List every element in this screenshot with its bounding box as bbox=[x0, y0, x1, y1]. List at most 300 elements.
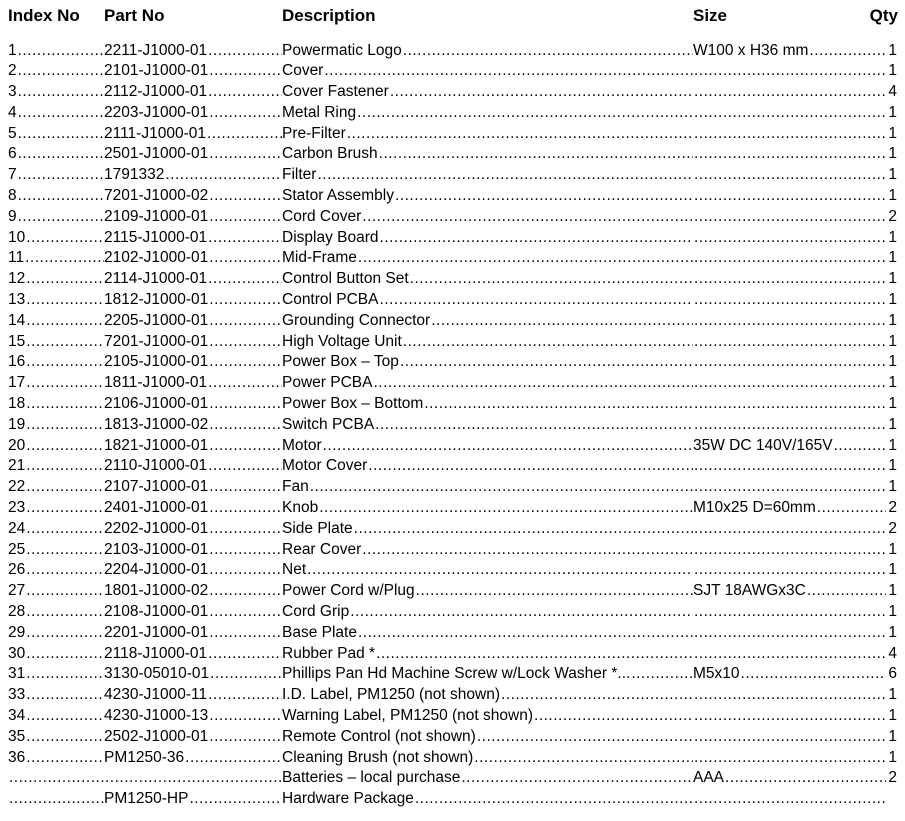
description-cell-text: Motor bbox=[282, 436, 323, 457]
index-cell bbox=[8, 165, 104, 186]
qty-cell-text: 1 bbox=[888, 602, 898, 623]
qty-cell bbox=[884, 228, 898, 249]
qty-cell bbox=[884, 477, 898, 498]
size-cell-text: 35W DC 140V/165V bbox=[693, 436, 834, 457]
dot-leader bbox=[26, 311, 104, 332]
dot-leader bbox=[694, 477, 886, 498]
qty-cell-text: 1 bbox=[888, 581, 898, 602]
part-no-cell-text: 2103-J1000-01 bbox=[104, 540, 209, 561]
qty-cell bbox=[884, 394, 898, 415]
dot-leader bbox=[694, 415, 886, 436]
index-cell-text: 35 bbox=[8, 727, 26, 748]
table-row bbox=[0, 727, 905, 748]
part-no-cell-text: 2204-J1000-01 bbox=[104, 560, 209, 581]
dot-leader bbox=[26, 269, 104, 290]
dot-leader bbox=[694, 311, 886, 332]
size-cell-text: M5x10 bbox=[693, 664, 741, 685]
part-no-cell-text: 4230-J1000-13 bbox=[104, 706, 209, 727]
dot-leader bbox=[694, 644, 886, 665]
table-row bbox=[0, 186, 905, 207]
table-row bbox=[0, 768, 905, 789]
qty-cell-text: 1 bbox=[888, 165, 898, 186]
dot-leader bbox=[347, 124, 693, 145]
header-qty: Qty bbox=[869, 6, 898, 25]
index-cell-text: 36 bbox=[8, 748, 26, 769]
part-no-cell-text: 2107-J1000-01 bbox=[104, 477, 209, 498]
part-no-cell-text: 2211-J1000-01 bbox=[104, 41, 208, 62]
dot-leader bbox=[26, 498, 104, 519]
size-cell bbox=[693, 144, 886, 165]
size-cell-text: M10x25 D=60mm bbox=[693, 498, 817, 519]
description-cell bbox=[282, 82, 693, 103]
part-no-cell-text: 1813-J1000-02 bbox=[104, 415, 209, 436]
part-no-cell-text: 2115-J1000-01 bbox=[104, 228, 208, 249]
dot-leader bbox=[694, 540, 886, 561]
qty-cell bbox=[884, 436, 898, 457]
description-cell bbox=[282, 685, 693, 706]
dot-leader bbox=[18, 103, 104, 124]
index-cell-text: 27 bbox=[8, 581, 26, 602]
size-cell-text: SJT 18AWGx3C bbox=[693, 581, 807, 602]
dot-leader bbox=[350, 602, 693, 623]
dot-leader bbox=[534, 706, 693, 727]
description-cell-text: Rear Cover bbox=[282, 540, 362, 561]
size-cell bbox=[693, 706, 886, 727]
part-no-cell bbox=[104, 290, 282, 311]
dot-leader bbox=[208, 41, 282, 62]
dot-leader bbox=[18, 165, 104, 186]
index-cell-text: 8 bbox=[8, 186, 18, 207]
part-no-cell bbox=[104, 394, 282, 415]
index-cell-text: 22 bbox=[8, 477, 26, 498]
part-no-cell bbox=[104, 581, 282, 602]
table-row bbox=[0, 789, 905, 810]
dot-leader bbox=[373, 373, 693, 394]
qty-cell bbox=[884, 748, 898, 769]
qty-cell bbox=[884, 498, 898, 519]
dot-leader bbox=[416, 581, 693, 602]
index-cell bbox=[8, 144, 104, 165]
dot-leader bbox=[26, 332, 104, 353]
part-no-cell-text: 2401-J1000-01 bbox=[104, 498, 209, 519]
qty-cell bbox=[884, 41, 898, 62]
parts-table-body bbox=[0, 41, 905, 810]
part-no-cell bbox=[104, 477, 282, 498]
dot-leader bbox=[209, 436, 282, 457]
description-cell bbox=[282, 332, 693, 353]
dot-leader bbox=[209, 332, 282, 353]
dot-leader bbox=[26, 540, 104, 561]
dot-leader bbox=[18, 186, 104, 207]
qty-cell bbox=[884, 103, 898, 124]
dot-leader bbox=[694, 269, 886, 290]
part-no-cell-text: 2111-J1000-01 bbox=[104, 124, 207, 145]
part-no-cell-text: 1811-J1000-01 bbox=[104, 373, 208, 394]
part-no-cell bbox=[104, 373, 282, 394]
qty-cell bbox=[884, 165, 898, 186]
description-cell bbox=[282, 436, 693, 457]
qty-cell-text: 1 bbox=[888, 124, 898, 145]
dot-leader bbox=[105, 768, 282, 789]
index-cell bbox=[8, 581, 104, 602]
dot-leader bbox=[807, 581, 886, 602]
dot-leader bbox=[25, 248, 104, 269]
qty-cell-text: 1 bbox=[888, 706, 898, 727]
index-cell bbox=[8, 644, 104, 665]
qty-cell bbox=[884, 602, 898, 623]
size-cell bbox=[693, 394, 886, 415]
description-cell bbox=[282, 581, 693, 602]
part-no-cell bbox=[104, 560, 282, 581]
qty-cell bbox=[884, 61, 898, 82]
dot-leader bbox=[694, 228, 886, 249]
description-cell bbox=[282, 394, 693, 415]
part-no-cell-text: 2102-J1000-01 bbox=[104, 248, 209, 269]
dot-leader bbox=[208, 269, 282, 290]
qty-cell-text: 1 bbox=[888, 394, 898, 415]
description-cell-text: Power Cord w/Plug bbox=[282, 581, 416, 602]
dot-leader bbox=[26, 727, 104, 748]
dot-leader bbox=[26, 706, 104, 727]
qty-cell-text: 1 bbox=[888, 477, 898, 498]
part-no-cell bbox=[104, 727, 282, 748]
description-cell-text: Cleaning Brush (not shown) bbox=[282, 748, 474, 769]
dot-leader bbox=[209, 623, 282, 644]
size-cell bbox=[693, 623, 886, 644]
table-row bbox=[0, 373, 905, 394]
index-cell-text: 17 bbox=[8, 373, 26, 394]
qty-cell-text: 2 bbox=[888, 768, 898, 789]
size-cell bbox=[693, 602, 886, 623]
index-cell bbox=[8, 124, 104, 145]
dot-leader bbox=[358, 623, 693, 644]
qty-cell-text: 1 bbox=[888, 186, 898, 207]
qty-cell bbox=[884, 706, 898, 727]
dot-leader bbox=[209, 602, 282, 623]
table-row bbox=[0, 269, 905, 290]
part-no-cell-text: 4230-J1000-11 bbox=[104, 685, 208, 706]
qty-cell bbox=[884, 768, 898, 789]
qty-cell-text: 6 bbox=[888, 664, 898, 685]
dot-leader bbox=[474, 748, 693, 769]
index-cell bbox=[8, 623, 104, 644]
index-cell bbox=[8, 186, 104, 207]
table-row bbox=[0, 248, 905, 269]
index-cell-text: 12 bbox=[8, 269, 26, 290]
part-no-cell-text: 2118-J1000-01 bbox=[104, 644, 208, 665]
dot-leader bbox=[379, 144, 693, 165]
index-cell-text: 30 bbox=[8, 644, 26, 665]
size-cell bbox=[693, 186, 886, 207]
dot-leader bbox=[209, 727, 282, 748]
size-cell bbox=[693, 41, 886, 62]
description-cell bbox=[282, 373, 693, 394]
table-row bbox=[0, 477, 905, 498]
dot-leader bbox=[631, 664, 693, 685]
dot-leader bbox=[208, 685, 282, 706]
qty-cell bbox=[884, 581, 898, 602]
dot-leader bbox=[410, 269, 693, 290]
description-cell-text: Remote Control (not shown) bbox=[282, 727, 477, 748]
part-no-cell-text: 2108-J1000-01 bbox=[104, 602, 209, 623]
size-cell bbox=[693, 248, 886, 269]
table-row bbox=[0, 436, 905, 457]
dot-leader bbox=[26, 352, 104, 373]
dot-leader bbox=[26, 560, 104, 581]
index-cell bbox=[8, 685, 104, 706]
description-cell-text: Switch PCBA bbox=[282, 415, 375, 436]
part-no-cell bbox=[104, 498, 282, 519]
description-cell-text: Hardware Package bbox=[282, 789, 415, 810]
table-header bbox=[0, 6, 905, 30]
qty-cell-text: 1 bbox=[888, 685, 898, 706]
description-cell-text: Metal Ring bbox=[282, 103, 357, 124]
index-cell bbox=[8, 269, 104, 290]
index-cell-text: 18 bbox=[8, 394, 26, 415]
index-cell-text: 24 bbox=[8, 519, 26, 540]
size-cell bbox=[693, 727, 886, 748]
part-no-cell-text: 2106-J1000-01 bbox=[104, 394, 209, 415]
table-row bbox=[0, 644, 905, 665]
index-cell-text: 2 bbox=[8, 61, 18, 82]
qty-cell bbox=[884, 415, 898, 436]
description-cell-text: I.D. Label, PM1250 (not shown) bbox=[282, 685, 501, 706]
dot-leader bbox=[694, 103, 886, 124]
table-row bbox=[0, 352, 905, 373]
part-no-cell-text: 1812-J1000-01 bbox=[104, 290, 209, 311]
description-cell bbox=[282, 789, 693, 810]
description-cell bbox=[282, 477, 693, 498]
description-cell bbox=[282, 602, 693, 623]
index-cell bbox=[8, 706, 104, 727]
index-cell-text: 19 bbox=[8, 415, 26, 436]
index-cell-text: 25 bbox=[8, 540, 26, 561]
dot-leader bbox=[189, 789, 282, 810]
dot-leader bbox=[26, 519, 104, 540]
dot-leader bbox=[834, 436, 886, 457]
dot-leader bbox=[209, 498, 282, 519]
part-no-cell-text: 3130-05010-01 bbox=[104, 664, 210, 685]
index-cell bbox=[8, 477, 104, 498]
index-cell bbox=[8, 352, 104, 373]
index-cell bbox=[8, 373, 104, 394]
size-cell bbox=[693, 103, 886, 124]
dot-leader bbox=[209, 311, 282, 332]
dot-leader bbox=[694, 207, 886, 228]
part-no-cell bbox=[104, 352, 282, 373]
dot-leader bbox=[415, 789, 693, 810]
dot-leader bbox=[209, 706, 282, 727]
index-cell-text: 3 bbox=[8, 82, 18, 103]
qty-cell-text: 1 bbox=[888, 269, 898, 290]
dot-leader bbox=[26, 373, 104, 394]
qty-cell bbox=[884, 332, 898, 353]
dot-leader bbox=[477, 727, 693, 748]
dot-leader bbox=[9, 789, 104, 810]
dot-leader bbox=[26, 623, 104, 644]
qty-cell bbox=[884, 456, 898, 477]
part-no-cell bbox=[104, 602, 282, 623]
qty-cell-text: 1 bbox=[888, 436, 898, 457]
qty-cell-text: 1 bbox=[888, 248, 898, 269]
table-row bbox=[0, 706, 905, 727]
dot-leader bbox=[694, 602, 886, 623]
index-cell-text: 13 bbox=[8, 290, 26, 311]
dot-leader bbox=[310, 477, 693, 498]
part-no-cell-text: 2201-J1000-01 bbox=[104, 623, 209, 644]
table-row bbox=[0, 498, 905, 519]
header-description: Description bbox=[282, 6, 376, 25]
dot-leader bbox=[376, 644, 693, 665]
table-row bbox=[0, 144, 905, 165]
size-cell bbox=[693, 664, 886, 685]
index-cell-text: 7 bbox=[8, 165, 18, 186]
index-cell-text: 31 bbox=[8, 664, 26, 685]
qty-cell-text: 2 bbox=[888, 519, 898, 540]
size-cell bbox=[693, 82, 886, 103]
description-cell-text: Display Board bbox=[282, 228, 380, 249]
qty-cell-text: 1 bbox=[888, 560, 898, 581]
dot-leader bbox=[26, 644, 104, 665]
qty-cell-text: 4 bbox=[888, 82, 898, 103]
dot-leader bbox=[390, 82, 693, 103]
part-no-cell-text: PM1250-HP bbox=[104, 789, 189, 810]
dot-leader bbox=[26, 415, 104, 436]
part-no-cell bbox=[104, 436, 282, 457]
dot-leader bbox=[26, 748, 104, 769]
dot-leader bbox=[461, 768, 693, 789]
description-cell-text: Cover Fastener bbox=[282, 82, 390, 103]
dot-leader bbox=[395, 186, 693, 207]
part-no-cell-text: 2202-J1000-01 bbox=[104, 519, 209, 540]
dot-leader bbox=[424, 394, 693, 415]
description-cell bbox=[282, 248, 693, 269]
part-no-cell bbox=[104, 311, 282, 332]
dot-leader bbox=[209, 519, 282, 540]
qty-cell bbox=[884, 82, 898, 103]
dot-leader bbox=[209, 248, 282, 269]
qty-cell bbox=[884, 311, 898, 332]
dot-leader bbox=[18, 207, 104, 228]
dot-leader bbox=[209, 352, 282, 373]
dot-leader bbox=[375, 415, 693, 436]
table-row bbox=[0, 165, 905, 186]
table-row bbox=[0, 207, 905, 228]
part-no-cell-text: PM1250-36 bbox=[104, 748, 185, 769]
qty-cell bbox=[884, 269, 898, 290]
dot-leader bbox=[26, 394, 104, 415]
part-no-cell-text: 2110-J1000-01 bbox=[104, 456, 208, 477]
index-cell bbox=[8, 456, 104, 477]
qty-cell bbox=[884, 727, 898, 748]
part-no-cell bbox=[104, 456, 282, 477]
description-cell-text: Pre-Filter bbox=[282, 124, 347, 145]
table-row bbox=[0, 41, 905, 62]
dot-leader bbox=[18, 144, 104, 165]
index-cell bbox=[8, 332, 104, 353]
dot-leader bbox=[694, 394, 886, 415]
size-cell bbox=[693, 685, 886, 706]
size-cell bbox=[693, 456, 886, 477]
index-cell bbox=[8, 519, 104, 540]
description-cell bbox=[282, 623, 693, 644]
index-cell bbox=[8, 664, 104, 685]
description-cell-text: Grounding Connector bbox=[282, 311, 431, 332]
size-cell bbox=[693, 560, 886, 581]
header-part-no: Part No bbox=[104, 6, 165, 25]
dot-leader bbox=[209, 290, 282, 311]
table-row bbox=[0, 748, 905, 769]
header-size: Size bbox=[693, 6, 728, 25]
table-row bbox=[0, 61, 905, 82]
table-row bbox=[0, 560, 905, 581]
part-no-cell bbox=[104, 124, 282, 145]
index-cell bbox=[8, 727, 104, 748]
index-cell-text: 10 bbox=[8, 228, 26, 249]
index-cell-text: 6 bbox=[8, 144, 18, 165]
table-row bbox=[0, 82, 905, 103]
index-cell bbox=[8, 394, 104, 415]
qty-cell bbox=[884, 519, 898, 540]
part-no-cell bbox=[104, 706, 282, 727]
part-no-cell-text: 2501-J1000-01 bbox=[104, 144, 209, 165]
description-cell bbox=[282, 228, 693, 249]
index-cell bbox=[8, 415, 104, 436]
dot-leader bbox=[26, 581, 104, 602]
index-cell bbox=[8, 103, 104, 124]
index-cell bbox=[8, 768, 104, 789]
qty-cell-text: 1 bbox=[888, 103, 898, 124]
size-cell bbox=[693, 61, 886, 82]
qty-cell-text: 1 bbox=[888, 61, 898, 82]
qty-cell bbox=[884, 560, 898, 581]
size-cell bbox=[693, 228, 886, 249]
index-cell-text: 20 bbox=[8, 436, 26, 457]
description-cell bbox=[282, 207, 693, 228]
part-no-cell-text: 2112-J1000-01 bbox=[104, 82, 208, 103]
dot-leader bbox=[403, 41, 693, 62]
qty-cell bbox=[884, 290, 898, 311]
part-no-cell-text: 2205-J1000-01 bbox=[104, 311, 209, 332]
dot-leader bbox=[26, 228, 104, 249]
dot-leader bbox=[694, 789, 886, 810]
description-cell bbox=[282, 103, 693, 124]
description-cell bbox=[282, 560, 693, 581]
size-cell bbox=[693, 373, 886, 394]
description-cell bbox=[282, 456, 693, 477]
description-cell-text: Mid-Frame bbox=[282, 248, 358, 269]
dot-leader bbox=[694, 186, 886, 207]
qty-cell-text: 1 bbox=[888, 352, 898, 373]
size-cell-text: AAA bbox=[693, 768, 725, 789]
description-cell bbox=[282, 498, 693, 519]
part-no-cell bbox=[104, 61, 282, 82]
part-no-cell-text: 2105-J1000-01 bbox=[104, 352, 209, 373]
part-no-cell bbox=[104, 82, 282, 103]
description-cell-text: Stator Assembly bbox=[282, 186, 395, 207]
table-row bbox=[0, 311, 905, 332]
dot-leader bbox=[403, 332, 693, 353]
dot-leader bbox=[208, 456, 282, 477]
description-cell-text: Cover bbox=[282, 61, 324, 82]
dot-leader bbox=[319, 498, 693, 519]
dot-leader bbox=[379, 290, 693, 311]
dot-leader bbox=[208, 82, 282, 103]
dot-leader bbox=[694, 352, 886, 373]
index-cell-text: 4 bbox=[8, 103, 18, 124]
description-cell bbox=[282, 144, 693, 165]
table-row bbox=[0, 540, 905, 561]
